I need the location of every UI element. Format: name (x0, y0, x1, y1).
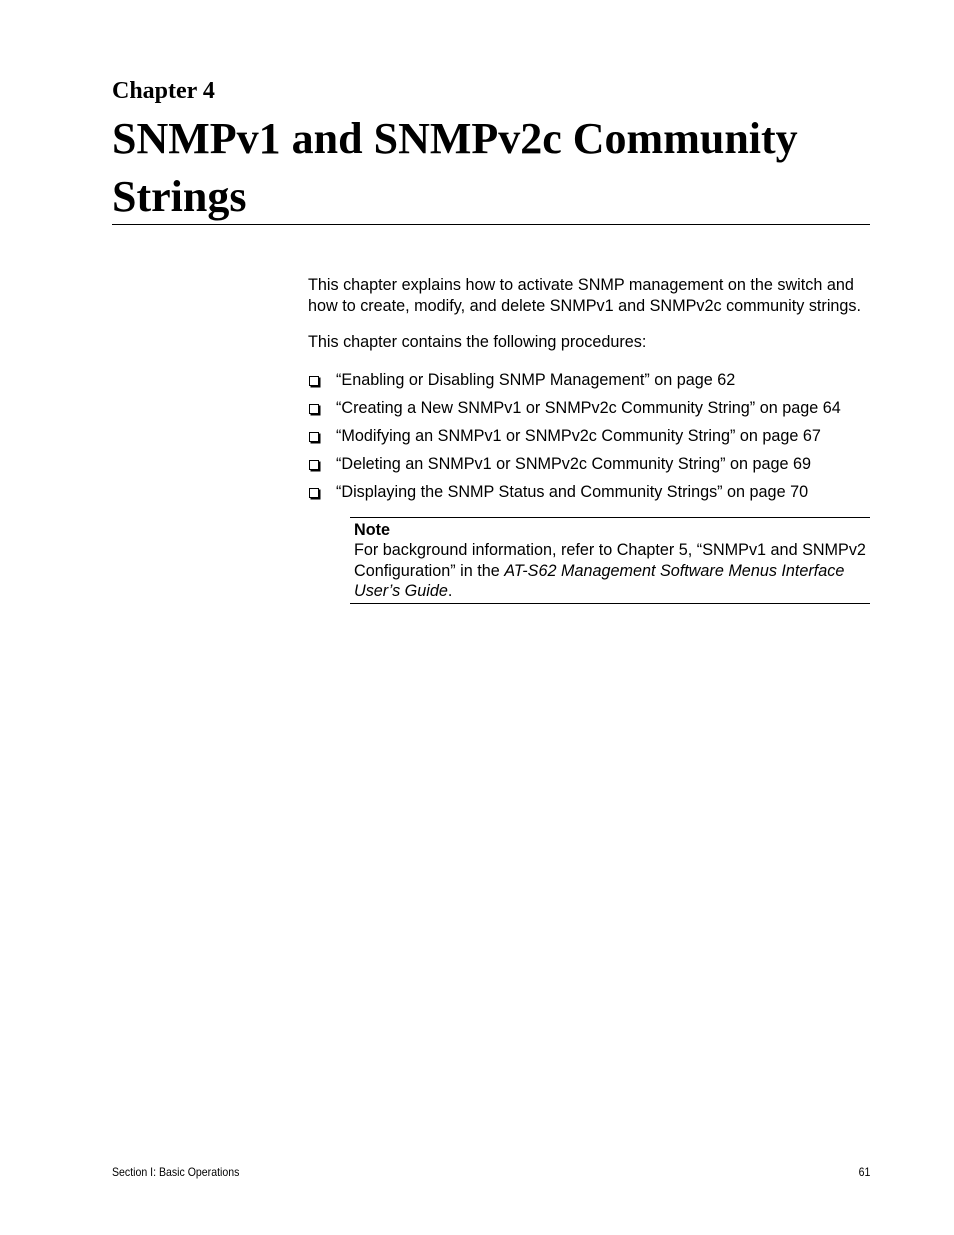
checkbox-icon (309, 404, 319, 414)
footer-section-label: Section I: Basic Operations (112, 1165, 240, 1179)
note-text (354, 540, 870, 602)
chapter-content (308, 275, 873, 604)
list-item (308, 370, 873, 398)
procedure-link[interactable]: “Displaying the SNMP Status and Community Strings” on page 70 (336, 482, 809, 501)
guide-title: AT-S62 Management Software Menus Interface User’s Guide (354, 561, 845, 600)
list-item (308, 454, 873, 482)
procedure-list (308, 370, 873, 510)
intro-paragraph: This chapter explains how to activate SNMP management on the switch and how to create, modify, and delete SNMPv1 and SNMPv2c community strings. (308, 276, 862, 315)
procedure-link[interactable]: “Deleting an SNMPv1 or SNMPv2c Community String” on page 69 (336, 454, 812, 473)
title-divider (112, 224, 870, 225)
list-item (308, 398, 873, 426)
checkbox-icon (309, 432, 319, 442)
note-text-end: . (447, 582, 453, 600)
procedure-link[interactable]: “Modifying an SNMPv1 or SNMPv2c Community String” on page 67 (336, 426, 821, 445)
chapter-label: Chapter 4 (112, 78, 215, 104)
procedure-link[interactable]: “Creating a New SNMPv1 or SNMPv2c Community String” on page 64 (336, 398, 841, 417)
list-item (308, 482, 873, 510)
list-item (308, 426, 873, 454)
checkbox-icon (309, 488, 319, 498)
note-text-intro: For background information, refer to Chapter 5, “SNMPv1 and SNMPv2 Configuration” in the (354, 541, 866, 580)
checkbox-icon (309, 460, 319, 470)
checkbox-icon (309, 376, 319, 386)
procedure-link[interactable]: “Enabling or Disabling SNMP Management” on page 62 (336, 370, 736, 389)
procedures-intro: This chapter contains the following procedures: (308, 333, 647, 351)
page-title: SNMPv1 and SNMPv2c Community Strings (112, 114, 798, 221)
footer-page-number: 61 (858, 1165, 870, 1179)
note-box (350, 517, 870, 604)
note-heading: Note (354, 520, 390, 539)
